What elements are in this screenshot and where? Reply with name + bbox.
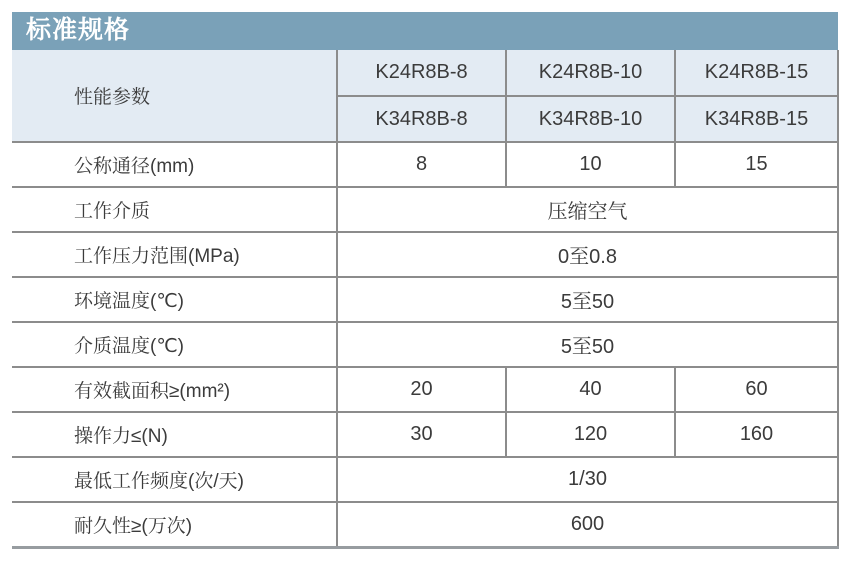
cell-value-span: 5至50: [337, 322, 838, 367]
param-header-cell: 性能参数: [12, 50, 337, 142]
cell-value-span: 5至50: [337, 277, 838, 322]
model-cell-k34-10: K34R8B-10: [506, 96, 675, 142]
row-label: 环境温度(℃): [12, 277, 337, 322]
cell-value-span: 压缩空气: [337, 187, 838, 232]
row-label: 操作力≤(N): [12, 412, 337, 457]
row-label: 有效截面积≥(mm²): [12, 367, 337, 412]
cell-value: 30: [337, 412, 506, 457]
model-cell-k34-8: K34R8B-8: [337, 96, 506, 142]
table-row-operating-force: [12, 412, 838, 457]
cell-value: 60: [675, 367, 838, 412]
model-cell-k24-10: K24R8B-10: [506, 50, 675, 96]
table-row-working-medium: [12, 187, 838, 232]
spec-table: [12, 50, 839, 549]
cell-value: 20: [337, 367, 506, 412]
row-label: 工作压力范围(MPa): [12, 232, 337, 277]
cell-value-span: 1/30: [337, 457, 838, 502]
model-cell-k34-15: K34R8B-15: [675, 96, 838, 142]
model-cell-k24-15: K24R8B-15: [675, 50, 838, 96]
header-row-1: [12, 50, 838, 96]
cell-value: 160: [675, 412, 838, 457]
table-row-medium-temp: [12, 322, 838, 367]
section-title-text: 标准规格: [26, 16, 131, 44]
cell-value-span: 0至0.8: [337, 232, 838, 277]
row-label: 公称通径(mm): [12, 142, 337, 187]
row-label: 工作介质: [12, 187, 337, 232]
spec-panel: [12, 12, 838, 549]
table-row-durability: [12, 502, 838, 547]
section-title-bar: [12, 12, 838, 50]
table-row-pressure-range: [12, 232, 838, 277]
table-row-effective-area: [12, 367, 838, 412]
row-label: 耐久性≥(万次): [12, 502, 337, 547]
cell-value-span: 600: [337, 502, 838, 547]
model-cell-k24-8: K24R8B-8: [337, 50, 506, 96]
cell-value: 40: [506, 367, 675, 412]
table-row-ambient-temp: [12, 277, 838, 322]
table-row-min-frequency: [12, 457, 838, 502]
row-label: 介质温度(℃): [12, 322, 337, 367]
table-row-nominal-bore: [12, 142, 838, 187]
cell-value: 15: [675, 142, 838, 187]
cell-value: 120: [506, 412, 675, 457]
row-label: 最低工作频度(次/天): [12, 457, 337, 502]
cell-value: 8: [337, 142, 506, 187]
cell-value: 10: [506, 142, 675, 187]
